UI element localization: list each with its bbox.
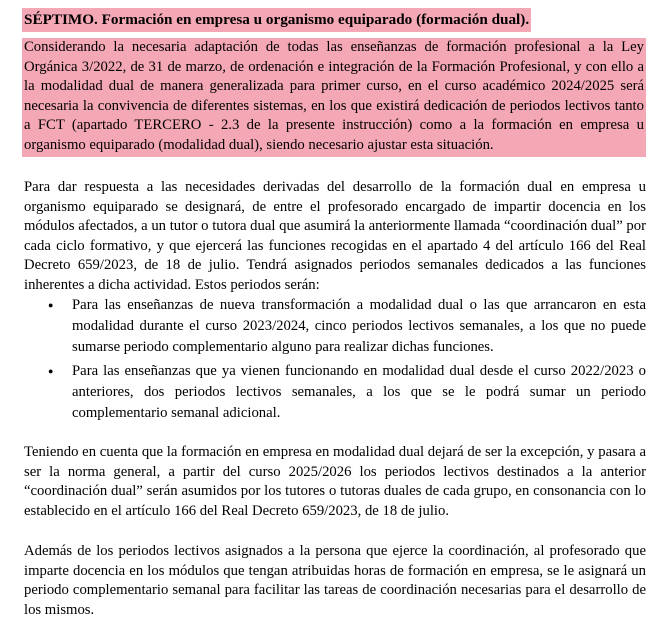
section-heading: SÉPTIMO. Formación en empresa u organismo equiparado (formación dual). <box>22 8 531 32</box>
paragraph-future-norm: Teniendo en cuenta que la formación en empresa en modalidad dual dejará de ser la excepción, y pasara a ser la norma general, a partir del curso 2025/2026 los periodos lectivos destinados a la anterior “coordinación dual” serán asumidos por los tutores o tutoras duales de cada grupo, en consonancia con lo establecido en el artículo 166 del Real Decreto 659/2023, de 18 de julio. <box>24 444 646 519</box>
bullet-list-periods <box>24 295 646 424</box>
bullet-item-existing-dual: ● Para las enseñanzas que ya vienen funcionando en modalidad dual desde el curso 2022/2023 o anteriores, dos periodos lectivos semanales, a los que se le podrá sumar un periodo complementario semanal adicional. <box>24 361 646 424</box>
intro-paragraph-highlighted: Considerando la necesaria adaptación de todas las enseñanzas de formación profesional a la Ley Orgánica 3/2022, de 31 de marzo, de ordenación e integración de la Formación Profesional, y con ello a la modalidad dual de manera generalizada para primer curso, en el curso académico 2024/2025 será necesaria la convivencia de diferentes sistemas, en los que existirá dedicación de periodos lectivos tanto a FCT (apartado TERCERO - 2.3 de la presente instrucción) como a la formación en empresa u organismo equiparado (modalidad dual), siendo necesario ajustar esta situación. <box>22 38 646 157</box>
bullet-item-new-dual: ● Para las enseñanzas de nueva transformación a modalidad dual o las que arrancaron en esta modalidad durante el curso 2023/2024, cinco periodos lectivos semanales, a los que no puede sumarse periodo complementario alguno para realizar dichas funciones. <box>24 295 646 358</box>
paragraph-complementary-period: Además de los periodos lectivos asignados a la persona que ejerce la coordinación, al profesorado que imparte docencia en los módulos que tengan atribuidas horas de formación en empresa, se le asignará un periodo complementario semanal para facilitar las tareas de coordinación necesarias para el desarrollo de los mismos. <box>24 543 646 618</box>
paragraph-dual-coordination: Para dar respuesta a las necesidades derivadas del desarrollo de la formación dual en empresa u organismo equiparado se designará, de entre el profesorado encargado de impartir docencia en los módulos afectados, a un tutor o tutora dual que asumirá la anteriormente llamada “coordinación dual” por cada ciclo formativo, y que ejercerá las funciones recogidas en el apartado 4 del artículo 166 del Real Decreto 659/2023, de 18 de julio. Tendrá asignados periodos semanales dedicados a las funciones inherentes a dicha actividad. Estos periodos serán: <box>24 179 646 293</box>
